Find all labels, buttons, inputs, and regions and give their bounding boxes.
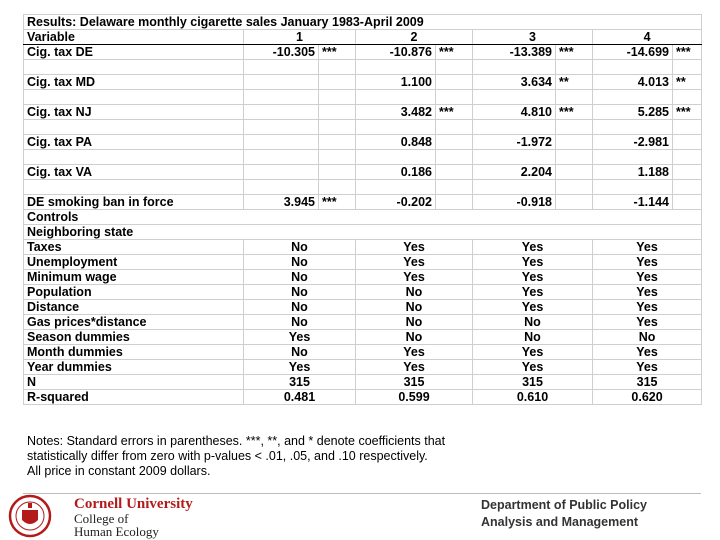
control-value: No [593, 330, 702, 345]
significance-stars [319, 75, 356, 90]
control-value: No [244, 300, 356, 315]
control-value: Yes [593, 360, 702, 375]
significance-stars [436, 75, 473, 90]
control-value: Yes [593, 300, 702, 315]
spacer-cell [24, 180, 244, 195]
row-label: DE smoking ban in force [24, 195, 244, 210]
coef-value: -2.981 [593, 135, 673, 150]
header-variable: Variable [24, 30, 244, 45]
control-value: Yes [356, 270, 473, 285]
spacer-cell [436, 150, 473, 165]
control-value: 315 [244, 375, 356, 390]
spacer-cell [319, 90, 356, 105]
row-label: R-squared [24, 390, 244, 405]
header-col-2: 2 [356, 30, 473, 45]
coef-value: 1.188 [593, 165, 673, 180]
table-row [24, 105, 702, 120]
control-value: No [356, 285, 473, 300]
spacer-cell [24, 150, 244, 165]
spacer-cell [356, 180, 436, 195]
control-value: No [244, 270, 356, 285]
spacer-cell [24, 60, 244, 75]
row-label: Cig. tax PA [24, 135, 244, 150]
control-value: Yes [473, 345, 593, 360]
spacer-cell [673, 120, 702, 135]
coef-value: -10.305 [244, 45, 319, 60]
table-row [24, 315, 702, 330]
control-value: No [356, 330, 473, 345]
row-label: Population [24, 285, 244, 300]
table-row [24, 345, 702, 360]
spacer-cell [673, 90, 702, 105]
table-row [24, 375, 702, 390]
row-label: Cig. tax MD [24, 75, 244, 90]
cornell-seal-icon [6, 494, 54, 538]
significance-stars [673, 165, 702, 180]
spacer-cell [556, 60, 593, 75]
significance-stars: *** [673, 45, 702, 60]
controls-heading: Controls [24, 210, 702, 225]
significance-stars: *** [673, 105, 702, 120]
notes-line: Notes: Standard errors in parentheses. ***, **, and * denote coefficients that [27, 434, 446, 448]
coef-value [244, 105, 319, 120]
control-value: 315 [593, 375, 702, 390]
spacer-cell [244, 60, 319, 75]
significance-stars [556, 195, 593, 210]
college-name-line1: College of [74, 511, 129, 526]
coef-value [244, 135, 319, 150]
row-label: Cig. tax DE [24, 45, 244, 60]
spacer-row [24, 150, 702, 165]
control-value: Yes [593, 255, 702, 270]
control-value: 0.599 [356, 390, 473, 405]
spacer-cell [436, 180, 473, 195]
spacer-cell [473, 60, 556, 75]
spacer-cell [319, 180, 356, 195]
control-value: No [244, 315, 356, 330]
significance-stars [319, 135, 356, 150]
row-label: Season dummies [24, 330, 244, 345]
table-row [24, 195, 702, 210]
control-value: 315 [356, 375, 473, 390]
spacer-cell [356, 120, 436, 135]
spacer-cell [319, 120, 356, 135]
coef-value: -0.202 [356, 195, 436, 210]
spacer-cell [673, 60, 702, 75]
control-value: Yes [356, 240, 473, 255]
spacer-cell [556, 150, 593, 165]
row-label: Gas prices*distance [24, 315, 244, 330]
results-table [23, 14, 702, 405]
significance-stars: *** [436, 105, 473, 120]
coef-value: -13.389 [473, 45, 556, 60]
spacer-cell [473, 180, 556, 195]
coef-value: 3.634 [473, 75, 556, 90]
spacer-cell [436, 90, 473, 105]
coef-value: -10.876 [356, 45, 436, 60]
control-value: No [244, 285, 356, 300]
coef-value: -14.699 [593, 45, 673, 60]
department-line1: Department of Public Policy [481, 498, 648, 512]
control-value: 315 [473, 375, 593, 390]
row-label: Month dummies [24, 345, 244, 360]
spacer-cell [244, 150, 319, 165]
control-value: No [473, 315, 593, 330]
spacer-cell [556, 120, 593, 135]
control-value: No [356, 300, 473, 315]
coef-value [244, 75, 319, 90]
coef-value: 2.204 [473, 165, 556, 180]
table-row [24, 240, 702, 255]
control-value: Yes [593, 240, 702, 255]
spacer-row [24, 60, 702, 75]
coef-value: 0.186 [356, 165, 436, 180]
cornell-logo [6, 494, 196, 538]
coef-value: 5.285 [593, 105, 673, 120]
control-value: No [244, 240, 356, 255]
significance-stars [436, 165, 473, 180]
header-col-4: 4 [593, 30, 702, 45]
control-value: Yes [473, 360, 593, 375]
spacer-cell [556, 90, 593, 105]
notes [27, 434, 697, 479]
coef-value: 4.810 [473, 105, 556, 120]
coef-value: -1.144 [593, 195, 673, 210]
results-slide [23, 14, 701, 494]
spacer-cell [24, 120, 244, 135]
coef-value: -1.972 [473, 135, 556, 150]
department-line2: Analysis and Management [481, 515, 638, 529]
spacer-row [24, 90, 702, 105]
significance-stars [436, 135, 473, 150]
control-value: Yes [473, 240, 593, 255]
control-value: No [244, 255, 356, 270]
spacer-cell [593, 90, 673, 105]
notes-line: statistically differ from zero with p-values < .01, .05, and .10 respectively. [27, 449, 428, 463]
significance-stars [673, 135, 702, 150]
spacer-cell [319, 150, 356, 165]
control-value: No [473, 330, 593, 345]
control-value: Yes [473, 255, 593, 270]
spacer-cell [356, 150, 436, 165]
significance-stars: *** [556, 105, 593, 120]
significance-stars [319, 165, 356, 180]
title-row [24, 15, 702, 30]
spacer-cell [473, 90, 556, 105]
control-value: Yes [593, 285, 702, 300]
spacer-cell [593, 150, 673, 165]
table-row [24, 45, 702, 60]
control-value: Yes [473, 300, 593, 315]
table-row [24, 135, 702, 150]
table-row [24, 300, 702, 315]
spacer-cell [24, 90, 244, 105]
university-name: Cornell University [74, 496, 193, 512]
row-label: Cig. tax VA [24, 165, 244, 180]
college-name-line2: Human Ecology [74, 524, 159, 539]
spacer-cell [473, 150, 556, 165]
spacer-cell [593, 60, 673, 75]
table-row [24, 75, 702, 90]
header-row [24, 30, 702, 45]
significance-stars: ** [673, 75, 702, 90]
spacer-cell [673, 150, 702, 165]
row-label: Minimum wage [24, 270, 244, 285]
row-label: N [24, 375, 244, 390]
table-row [24, 165, 702, 180]
control-value: 0.620 [593, 390, 702, 405]
coef-value: 3.482 [356, 105, 436, 120]
notes-line: All price in constant 2009 dollars. [27, 464, 211, 478]
spacer-cell [244, 90, 319, 105]
control-value: Yes [244, 360, 356, 375]
significance-stars: ** [556, 75, 593, 90]
spacer-cell [473, 120, 556, 135]
coef-value: 1.100 [356, 75, 436, 90]
control-value: Yes [244, 330, 356, 345]
coef-value [244, 165, 319, 180]
spacer-cell [244, 180, 319, 195]
control-value: 0.481 [244, 390, 356, 405]
control-value: Yes [356, 345, 473, 360]
control-value: Yes [593, 315, 702, 330]
section-row [24, 210, 702, 225]
spacer-cell [356, 90, 436, 105]
spacer-cell [319, 60, 356, 75]
table-title: Results: Delaware monthly cigarette sales January 1983-April 2009 [24, 15, 702, 30]
significance-stars: *** [556, 45, 593, 60]
spacer-cell [436, 60, 473, 75]
significance-stars: *** [436, 45, 473, 60]
significance-stars: *** [319, 195, 356, 210]
spacer-row [24, 120, 702, 135]
table-row [24, 255, 702, 270]
spacer-cell [673, 180, 702, 195]
control-value: Yes [593, 270, 702, 285]
table-row [24, 330, 702, 345]
significance-stars [556, 135, 593, 150]
row-label: Taxes [24, 240, 244, 255]
row-label: Unemployment [24, 255, 244, 270]
spacer-cell [244, 120, 319, 135]
header-col-3: 3 [473, 30, 593, 45]
coef-value: -0.918 [473, 195, 556, 210]
control-value: 0.610 [473, 390, 593, 405]
control-value: No [356, 315, 473, 330]
coef-value: 4.013 [593, 75, 673, 90]
spacer-cell [356, 60, 436, 75]
row-label: Year dummies [24, 360, 244, 375]
department-name [481, 497, 647, 531]
spacer-cell [593, 180, 673, 195]
control-value: Yes [593, 345, 702, 360]
spacer-cell [436, 120, 473, 135]
control-value: Yes [473, 285, 593, 300]
coef-value: 3.945 [244, 195, 319, 210]
table-row [24, 285, 702, 300]
spacer-row [24, 180, 702, 195]
significance-stars: *** [319, 45, 356, 60]
neighboring-state-heading: Neighboring state [24, 225, 702, 240]
section-row [24, 225, 702, 240]
table-row [24, 390, 702, 405]
row-label: Distance [24, 300, 244, 315]
significance-stars [673, 195, 702, 210]
header-col-1: 1 [244, 30, 356, 45]
significance-stars [319, 105, 356, 120]
table-row [24, 270, 702, 285]
table-row [24, 360, 702, 375]
spacer-cell [556, 180, 593, 195]
row-label: Cig. tax NJ [24, 105, 244, 120]
control-value: Yes [473, 270, 593, 285]
control-value: Yes [356, 360, 473, 375]
control-value: No [244, 345, 356, 360]
significance-stars [436, 195, 473, 210]
spacer-cell [593, 120, 673, 135]
control-value: Yes [356, 255, 473, 270]
significance-stars [556, 165, 593, 180]
coef-value: 0.848 [356, 135, 436, 150]
